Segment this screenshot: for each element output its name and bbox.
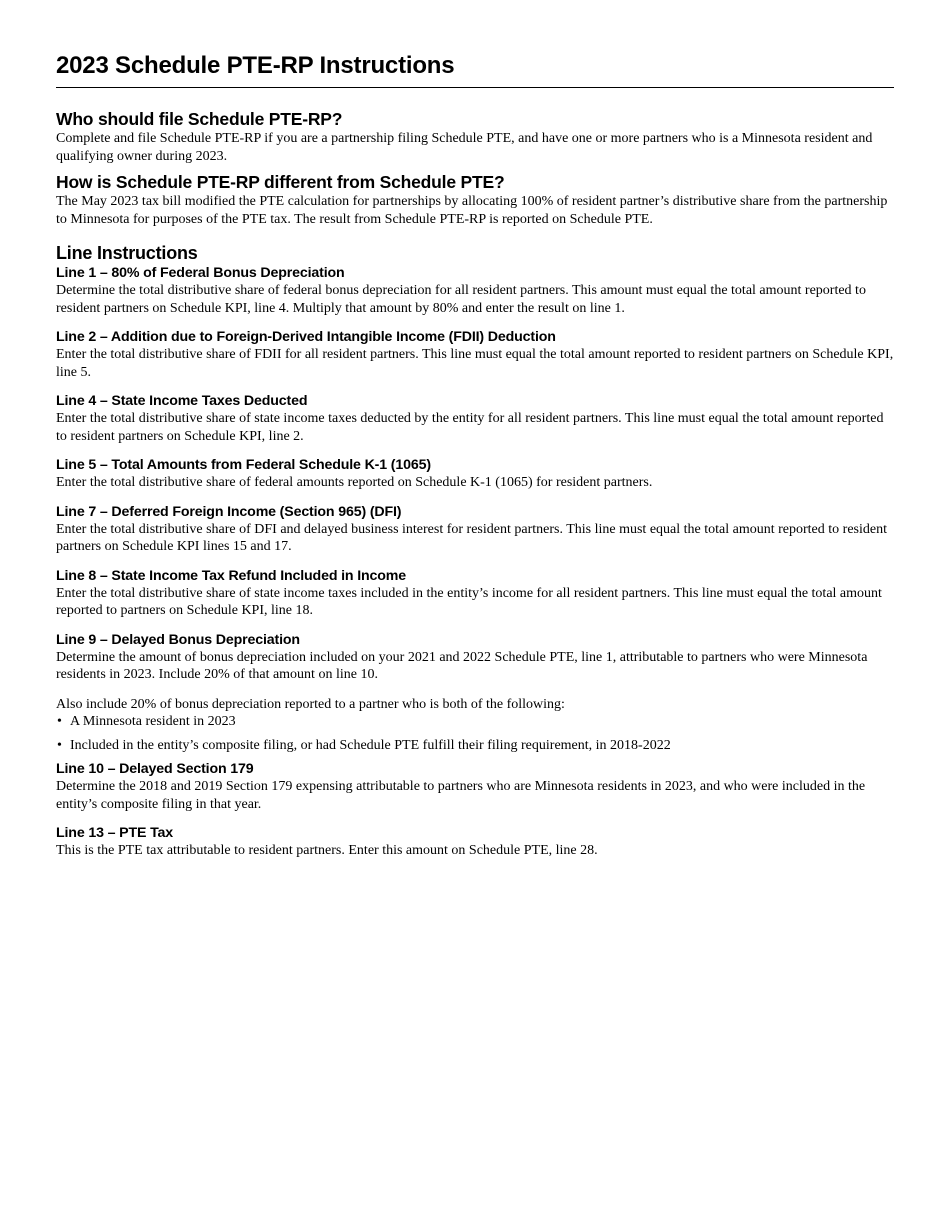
line-body: Determine the amount of bonus depreciation included on your 2021 and 2022 Schedule PTE, line 1, attributable to partners who were Minnesota residents in 2023. Include 20% of that amount on line 10. [56,649,868,682]
section-line-instructions [56,242,894,860]
line-body: Enter the total distributive share of DFI and delayed business interest for resident partners. This line must equal the total amount reported to resident partners on Schedule KPI lines 15 and 17. [56,521,887,554]
line-heading: Line 5 – Total Amounts from Federal Schedule K-1 (1065) [56,457,431,473]
line-heading: Line 2 – Addition due to Foreign-Derived Intangible Income (FDII) Deduction [56,329,556,345]
section-heading-line-instructions: Line Instructions [56,243,198,263]
line-4-instructions [56,392,894,445]
section-body-who: Complete and file Schedule PTE-RP if you are a partnership filing Schedule PTE, and have one or more partners who is a Minnesota resident and qualifying owner during 2023. [56,131,873,164]
section-heading-how: How is Schedule PTE-RP different from Schedule PTE? [56,172,505,192]
line-body: This is the PTE tax attributable to resident partners. Enter this amount on Schedule PTE, line 28. [56,843,598,858]
list-item [56,737,894,755]
bullet-list [56,713,894,754]
instructions-page [56,50,894,860]
section-body-how: The May 2023 tax bill modified the PTE calculation for partnerships by allocating 100% of resident partner’s distributive share from the partnership to Minnesota for purposes of the PTE tax. The result from Schedule PTE-RP is reported on Schedule PTE. [56,194,888,227]
section-who-should-file [56,108,894,165]
list-item-text: Included in the entity’s composite filing, or had Schedule PTE fulfill their filing requirement, in 2018-2022 [70,737,671,753]
line-body: Enter the total distributive share of state income taxes deducted by the entity for all resident partners. This line must equal the total amount reported to resident partners on Schedule KPI, line 2. [56,411,884,444]
line-body: Enter the total distributive share of FDII for all resident partners. This line must equal the total amount reported to resident partners on Schedule KPI, line 5. [56,347,894,380]
line-10-instructions [56,760,894,813]
line-heading: Line 1 – 80% of Federal Bonus Depreciation [56,265,345,281]
line-13-instructions [56,824,894,860]
list-item-text: A Minnesota resident in 2023 [70,714,236,729]
line-heading: Line 9 – Delayed Bonus Depreciation [56,631,300,648]
bullet-icon: • [57,737,62,753]
line-body-continued: Also include 20% of bonus depreciation reported to a partner who is both of the following: [56,696,565,712]
line-9-instructions [56,631,894,755]
line-heading: Line 8 – State Income Tax Refund Included in Income [56,567,406,584]
line-2-instructions [56,328,894,381]
section-how-different [56,171,894,228]
line-heading: Line 7 – Deferred Foreign Income (Section 965) (DFI) [56,503,402,520]
line-body: Enter the total distributive share of federal amounts reported on Schedule K-1 (1065) for resident partners. [56,475,653,490]
bullet-icon: • [57,714,62,729]
line-body: Enter the total distributive share of state income taxes included in the entity’s income for all resident partners. This line must equal the total amount reported to partners on Schedule KPI, line 18. [56,585,882,618]
line-1-instructions [56,264,894,317]
line-7-instructions [56,503,894,556]
line-heading: Line 13 – PTE Tax [56,825,174,841]
line-body: Determine the 2018 and 2019 Section 179 expensing attributable to partners who are Minnesota residents in 2023, and who were included in the entity’s composite filing in that year. [56,779,866,812]
page-title: 2023 Schedule PTE-RP Instructions [56,50,894,88]
line-8-instructions [56,567,894,620]
section-heading-who: Who should file Schedule PTE-RP? [56,109,343,129]
line-5-instructions [56,456,894,492]
list-item [56,713,894,731]
line-heading: Line 4 – State Income Taxes Deducted [56,393,308,409]
line-heading: Line 10 – Delayed Section 179 [56,761,254,777]
line-body: Determine the total distributive share of federal bonus depreciation for all resident partners. This amount must equal the total amount reported to resident partners on Schedule KPI, line 4. Multiply that amount by 80% and enter the result on line 1. [56,283,866,316]
